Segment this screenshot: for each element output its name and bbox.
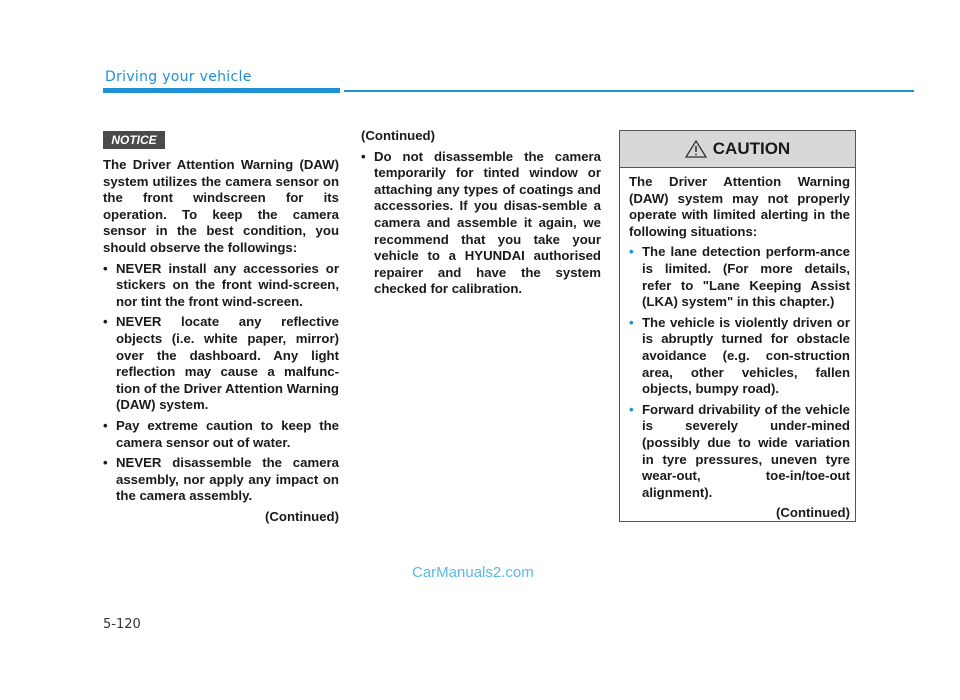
bullet-dot-icon: • — [361, 148, 366, 164]
notice-bullet-text: NEVER install any accessories or stickers on the front wind-screen, nor tint the front wind-screen. — [116, 260, 339, 309]
section-title: Driving your vehicle — [105, 69, 252, 85]
notice-intro: The Driver Attention Warning (DAW) system utilizes the camera sensor on the front windscreen for its operation. To keep the camera sensor in the best condition, you should observe the followings: — [103, 157, 339, 255]
bullet-dot-icon: • — [629, 401, 634, 417]
watermark-link[interactable]: CarManuals2.com — [412, 564, 534, 581]
notice-bullet-text: Do not disassemble the camera temporarily for tinted window or attaching any types of coatings and accessories. If you disas-semble a camera and assemble it again, we recommend that you take your vehicle to a HYUNDAI authorised repairer and have the system checked for calibration. — [374, 148, 601, 297]
caution-box — [619, 130, 856, 522]
bullet-dot-icon: • — [103, 417, 108, 433]
notice-bullet — [361, 149, 601, 298]
bullet-dot-icon: • — [629, 244, 634, 260]
caution-continued: (Continued) — [776, 505, 850, 521]
notice-bullet-text: NEVER disassemble the camera assembly, nor apply any impact on the camera assembly. — [116, 455, 339, 504]
bullet-dot-icon: • — [103, 455, 108, 471]
notice-badge: NOTICE — [103, 131, 165, 149]
notice-bullet-text: NEVER locate any reflective objects (i.e. white paper, mirror) over the dashboard. Any light reflection may cause a malfunc-tion of the Driver Attention Warning (DAW) system. — [116, 314, 339, 413]
caution-bullet-text: The lane detection perform-ance is limited. (For more details, refer to "Lane Keeping Assist (LKA) system" in this chapter.) — [642, 244, 850, 310]
caution-bullet — [629, 244, 850, 310]
page-number: 5-120 — [103, 617, 141, 632]
notice-bullet — [103, 455, 339, 505]
header-rule-thick — [103, 88, 340, 93]
caution-bullet-text: The vehicle is violently driven or is abruptly turned for obstacle avoidance (e.g. con-struction area, other vehicles, fallen objects, bumpy road). — [642, 314, 850, 397]
notice-bullet-text: Pay extreme caution to keep the camera sensor out of water. — [116, 417, 339, 450]
caution-bullet-text: Forward drivability of the vehicle is severely under-mined (possibly due to wide variation in tyre pressures, uneven tyre wear-out, toe-in/toe-out alignment). — [642, 401, 850, 500]
notice-column-2 — [361, 128, 601, 302]
bullet-dot-icon: • — [103, 260, 108, 276]
continued-label: (Continued) — [265, 508, 339, 524]
caution-intro: The Driver Attention Warning (DAW) system may not properly operate with limited alerting in the following situations: — [629, 174, 850, 239]
caution-header — [620, 131, 855, 168]
bullet-dot-icon: • — [103, 314, 108, 330]
notice-bullet — [103, 314, 339, 414]
notice-bullet — [103, 418, 339, 451]
caution-bullet — [629, 402, 850, 502]
caution-bullet — [629, 315, 850, 398]
bullet-dot-icon: • — [629, 314, 634, 330]
continued-heading: (Continued) — [361, 128, 435, 143]
caution-body — [629, 174, 850, 522]
notice-column-1 — [103, 157, 339, 525]
notice-bullet — [103, 261, 339, 311]
header-rule-thin — [344, 90, 914, 92]
warning-triangle-icon — [685, 140, 707, 158]
caution-title: CAUTION — [712, 139, 791, 158]
